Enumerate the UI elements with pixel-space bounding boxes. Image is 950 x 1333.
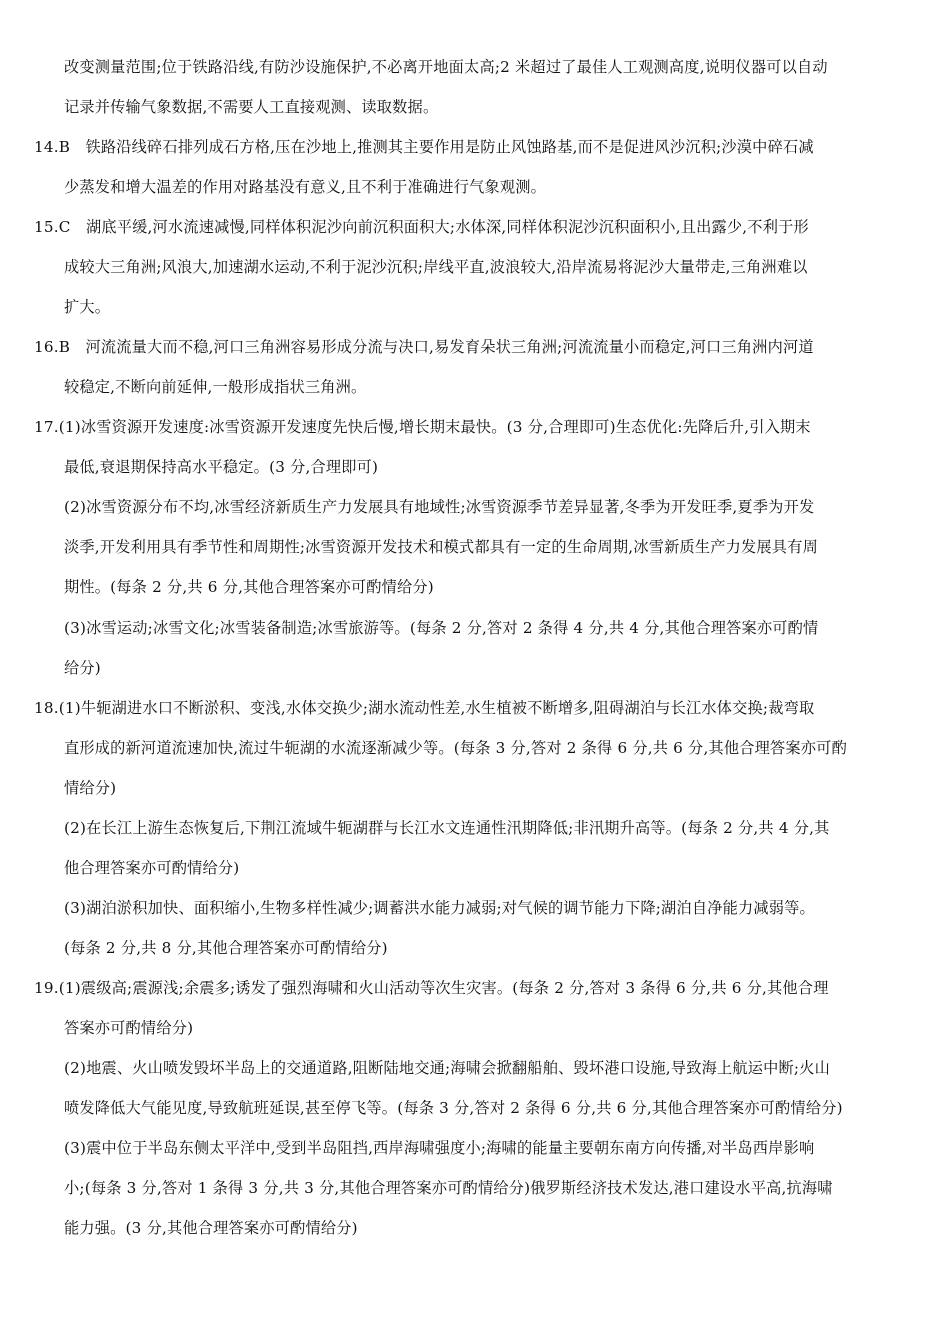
text-line: 成较大三角洲;风浪大,加速湖水运动,不利于泥沙沉积;岸线平直,波浪较大,沿岸流易将泥沙大量带走,三角洲难以: [64, 258, 808, 276]
text-line: (3)震中位于半岛东侧太平洋中,受到半岛阻挡,西岸海啸强度小;海啸的能量主要朝东南方向传播,对半岛西岸影响: [64, 1139, 815, 1157]
text-line: (3)湖泊淤积加快、面积缩小,生物多样性减少;调蓄洪水能力减弱;对气候的调节能力下降;湖泊自净能力减弱等。: [64, 899, 815, 917]
text-line: 少蒸发和增大温差的作用对路基没有意义,且不利于准确进行气象观测。: [64, 178, 547, 196]
text-line: 改变测量范围;位于铁路沿线,有防沙设施保护,不必离开地面太高;2 米超过了最佳人工观测高度,说明仪器可以自动: [64, 58, 828, 76]
text-line: 扩大。: [64, 298, 111, 316]
text-line: 15.C 湖底平缓,河水流速减慢,同样体积泥沙向前沉积面积大;水体深,同样体积泥沙沉积面积小,且出露少,不利于形: [34, 218, 809, 236]
text-line: (2)地震、火山喷发毁坏半岛上的交通道路,阻断陆地交通;海啸会掀翻船舶、毁坏港口设施,导致海上航运中断;火山: [64, 1059, 831, 1077]
text-line: 给分): [64, 659, 101, 677]
text-line: 19.(1)震级高;震源浅;余震多;诱发了强烈海啸和火山活动等次生灾害。(每条 2 分,答对 3 条得 6 分,共 6 分,其他合理: [34, 979, 829, 997]
text-line: 情给分): [64, 779, 117, 797]
text-line: 喷发降低大气能见度,导致航班延误,甚至停飞等。(每条 3 分,答对 2 条得 6 分,共 6 分,其他合理答案亦可酌情给分): [64, 1099, 843, 1117]
text-line: 小;(每条 3 分,答对 1 条得 3 分,共 3 分,其他合理答案亦可酌情给分)俄罗斯经济技术发达,港口建设水平高,抗海啸: [64, 1179, 833, 1197]
text-line: (3)冰雪运动;冰雪文化;冰雪装备制造;冰雪旅游等。(每条 2 分,答对 2 条得 4 分,共 4 分,其他合理答案亦可酌情: [64, 619, 819, 637]
text-line: 17.(1)冰雪资源开发速度:冰雪资源开发速度先快后慢,增长期末最快。(3 分,合理即可)生态优化:先降后升,引入期末: [34, 418, 811, 436]
text-line: 能力强。(3 分,其他合理答案亦可酌情给分): [64, 1219, 358, 1237]
text-line: 记录并传输气象数据,不需要人工直接观测、读取数据。: [64, 98, 439, 116]
text-line: 18.(1)牛轭湖进水口不断淤积、变浅,水体交换少;湖水流动性差,水生植被不断增多,阻碍湖泊与长江水体交换;裁弯取: [34, 699, 815, 717]
text-line: 16.B 河流流量大而不稳,河口三角洲容易形成分流与决口,易发育朵状三角洲;河流流量小而稳定,河口三角洲内河道: [34, 338, 814, 356]
text-line: (每条 2 分,共 8 分,其他合理答案亦可酌情给分): [64, 939, 388, 957]
text-line: 淡季,开发利用具有季节性和周期性;冰雪资源开发技术和模式都具有一定的生命周期,冰雪新质生产力发展具有周: [64, 538, 818, 556]
text-line: 答案亦可酌情给分): [64, 1019, 194, 1037]
text-line: 直形成的新河道流速加快,流过牛轭湖的水流逐渐减少等。(每条 3 分,答对 2 条得 6 分,共 6 分,其他合理答案亦可酌: [64, 739, 847, 757]
text-line: (2)在长江上游生态恢复后,下荆江流域牛轭湖群与长江水文连通性汛期降低;非汛期升高等。(每条 2 分,共 4 分,其: [64, 819, 830, 837]
text-line: 最低,衰退期保持高水平稳定。(3 分,合理即可): [64, 458, 379, 476]
text-line: 期性。(每条 2 分,共 6 分,其他合理答案亦可酌情给分): [64, 578, 434, 596]
text-line: 14.B 铁路沿线碎石排列成石方格,压在沙地上,推测其主要作用是防止风蚀路基,而不是促进风沙沉积;沙漠中碎石减: [34, 138, 814, 156]
text-line: 他合理答案亦可酌情给分): [64, 859, 240, 877]
text-line: (2)冰雪资源分布不均,冰雪经济新质生产力发展具有地域性;冰雪资源季节差异显著,冬季为开发旺季,夏季为开发: [64, 498, 815, 516]
text-line: 较稳定,不断向前延伸,一般形成指状三角洲。: [64, 378, 367, 396]
